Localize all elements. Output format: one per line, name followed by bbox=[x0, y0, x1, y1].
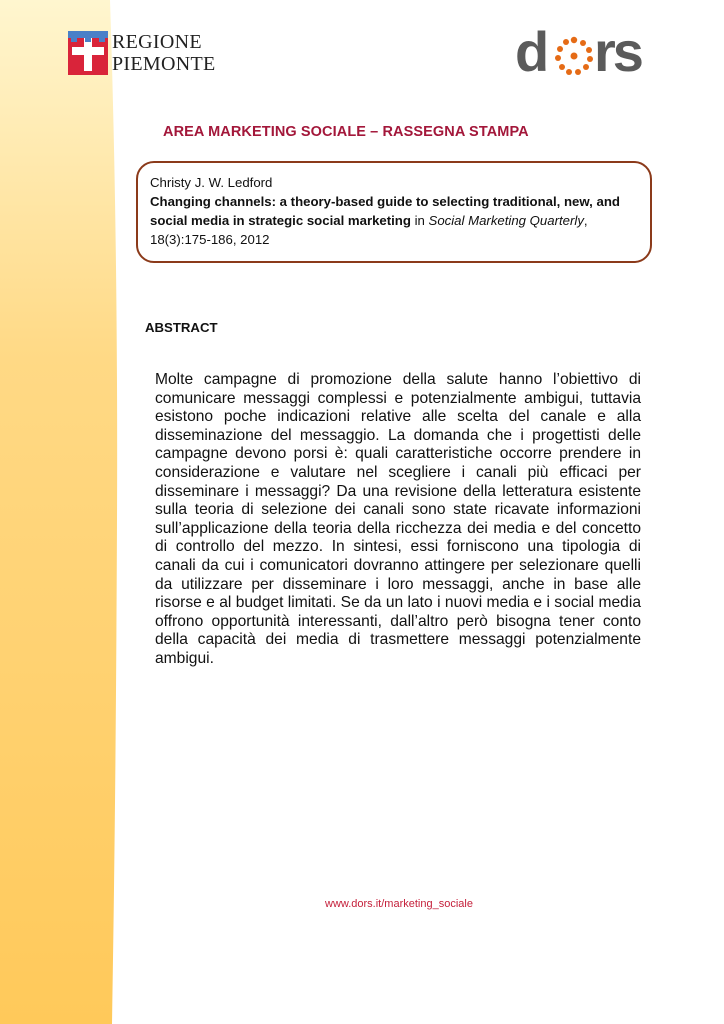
piemonte-flag-icon bbox=[68, 31, 108, 75]
regione-logo-line1: REGIONE bbox=[112, 31, 202, 53]
reference-details: , 18(3):175-186, 2012 bbox=[150, 213, 588, 247]
dors-logo bbox=[515, 20, 650, 83]
reference-article-title: Changing channels: a theory-based guide to selecting traditional, new, and social media in strategic social marketing bbox=[150, 194, 620, 228]
decorative-side-band bbox=[0, 0, 118, 1024]
abstract-heading: ABSTRACT bbox=[145, 320, 218, 335]
dors-logo-letter-d: d bbox=[515, 20, 547, 83]
footer-link[interactable]: www.dors.it/marketing_sociale bbox=[325, 898, 473, 910]
dors-ring-icon bbox=[554, 36, 594, 76]
reference-in-word: in bbox=[410, 213, 429, 228]
reference-journal: Social Marketing Quarterly bbox=[428, 213, 584, 228]
abstract-body: Molte campagne di promozione della salute hanno l’obiettivo di comunicare messaggi complessi e potenzialmente ambigui, tuttavia esistono poche indicazioni relative alle scelta del canale e alla disseminazione del messaggio. La domanda che i progettisti delle campagne devono porsi è: quali caratteristiche occorre prendere in considerazione e valutare nel scegliere i canali più efficaci per disseminare i messaggi? Da una revisione della letteratura esistente sulla teoria di selezione dei canali sono state ricavate informazioni sull’applicazione della teoria della ricchezza dei media e del concetto di controllo del mezzo. In sintesi, essi forniscono una tipologia di canali da cui i comunicatori dovranno attingere per selezionare quelli da utilizzare per disseminare i loro messaggi, anche in base alle risorse e al budget limitati. Se da un lato i nuovi media e i social media offrono opportunità interessanti, dall’altro però bisogna tener conto della capacità dei media di trasmettere messaggi potenzialmente ambigui. bbox=[155, 371, 641, 667]
reference-citation bbox=[150, 173, 645, 249]
regione-piemonte-logo bbox=[68, 29, 218, 77]
section-title: AREA MARKETING SOCIALE – RASSEGNA STAMPA bbox=[163, 124, 529, 140]
regione-logo-line2: PIEMONTE bbox=[112, 53, 216, 75]
reference-author: Christy J. W. Ledford bbox=[150, 175, 273, 190]
dors-logo-letters-rs: rs bbox=[594, 20, 641, 83]
